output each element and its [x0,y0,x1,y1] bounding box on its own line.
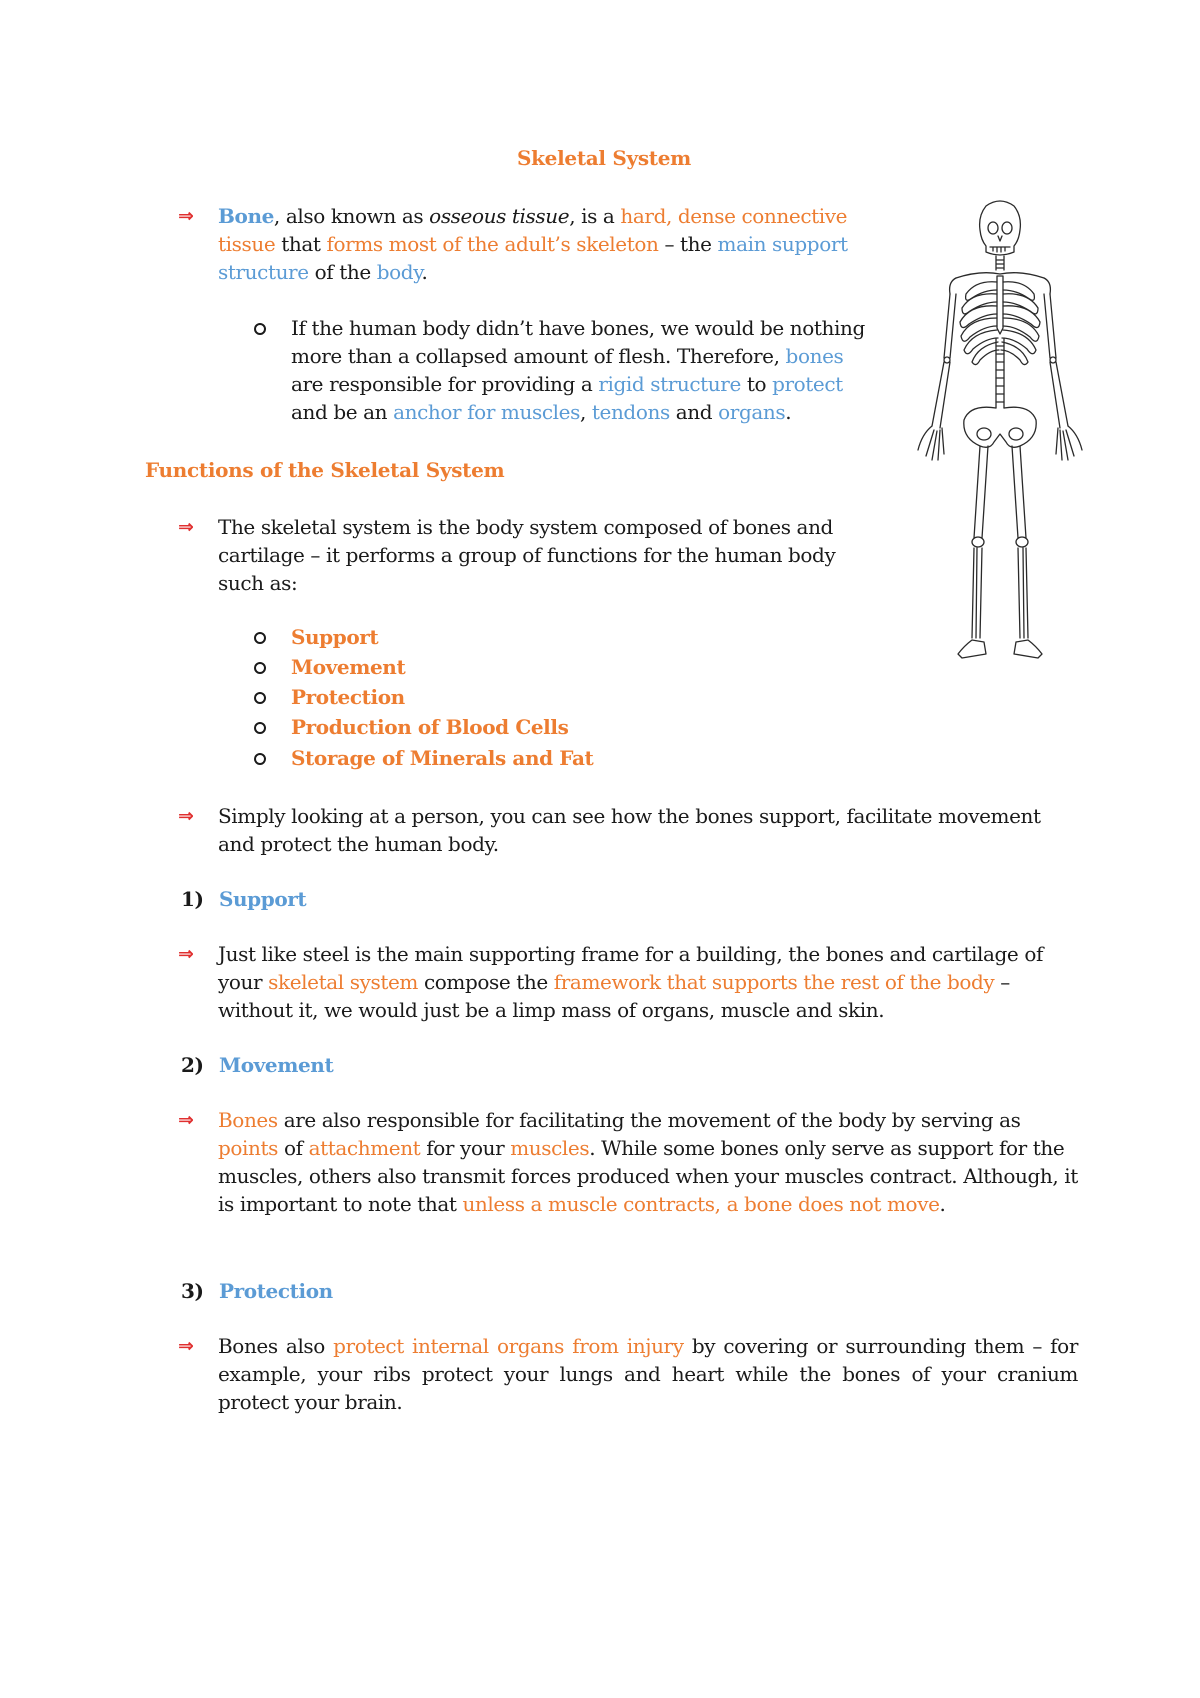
arrow-icon: ⇒ [178,1109,194,1131]
movement-bullet [178,1106,1078,1226]
function-item: Storage of Minerals and Fat [254,744,674,772]
sub-bullet [254,314,874,434]
protection-bullet [178,1332,1078,1422]
protection-text: Bones also protect internal organs from injury by covering or surrounding them – for example, your ribs protect your lungs and heart while the bones of your cranium protect your brain. [218,1334,1078,1414]
hollow-circle-bullet-icon [254,753,266,765]
arrow-icon: ⇒ [178,1335,194,1357]
section-heading-movement: 2) Movement [181,1053,334,1077]
hollow-circle-bullet-icon [254,632,266,644]
hollow-circle-bullet-icon [254,692,266,704]
intro-bullet [178,202,858,292]
support-bullet [178,940,1078,1030]
sub-bullet-text: If the human body didn’t have bones, we would be nothing more than a collapsed amount of flesh. Therefore, bones are responsible for providing a rigid structure to protect and be an anchor for muscles, tendons and organs. [291,316,865,424]
arrow-icon: ⇒ [178,943,194,965]
function-item: Production of Blood Cells [254,713,674,741]
arrow-icon: ⇒ [178,205,194,227]
movement-text: Bones are also responsible for facilitating the movement of the body by serving as points of attachment for your muscles. While some bones only serve as support for the muscles, others also transmit forces produced when your muscles contract. Although, it is important to note that unless a muscle contracts, a bone does not move. [218,1108,1078,1216]
support-text: Just like steel is the main supporting frame for a building, the bones and cartilage of your skeletal system compose the framework that supports the rest of the body – without it, we would just be a limp mass of organs, muscle and skin. [218,942,1043,1022]
hollow-circle-bullet-icon [254,323,266,335]
hollow-circle-bullet-icon [254,662,266,674]
arrow-icon: ⇒ [178,805,194,827]
functions-intro-text: The skeletal system is the body system composed of bones and cartilage – it performs a group of functions for the human body such as: [218,515,836,595]
looking-text: Simply looking at a person, you can see how the bones support, facilitate movement and protect the human body. [218,804,1041,856]
function-item: Movement [254,653,674,681]
functions-heading: Functions of the Skeletal System [145,458,505,482]
hollow-circle-bullet-icon [254,722,266,734]
looking-bullet [178,802,1078,862]
functions-intro-bullet [178,513,858,603]
arrow-icon: ⇒ [178,516,194,538]
function-item: Support [254,623,674,651]
intro-text: Bone, also known as osseous tissue, is a hard, dense connective tissue that forms most of the adult’s skeleton – the main support structure of the body. [218,204,848,284]
section-heading-protection: 3) Protection [181,1279,333,1303]
section-heading-support: 1) Support [181,887,307,911]
skeleton-illustration [900,198,1100,698]
page-title: Skeletal System [516,146,692,170]
function-item: Protection [254,683,674,711]
